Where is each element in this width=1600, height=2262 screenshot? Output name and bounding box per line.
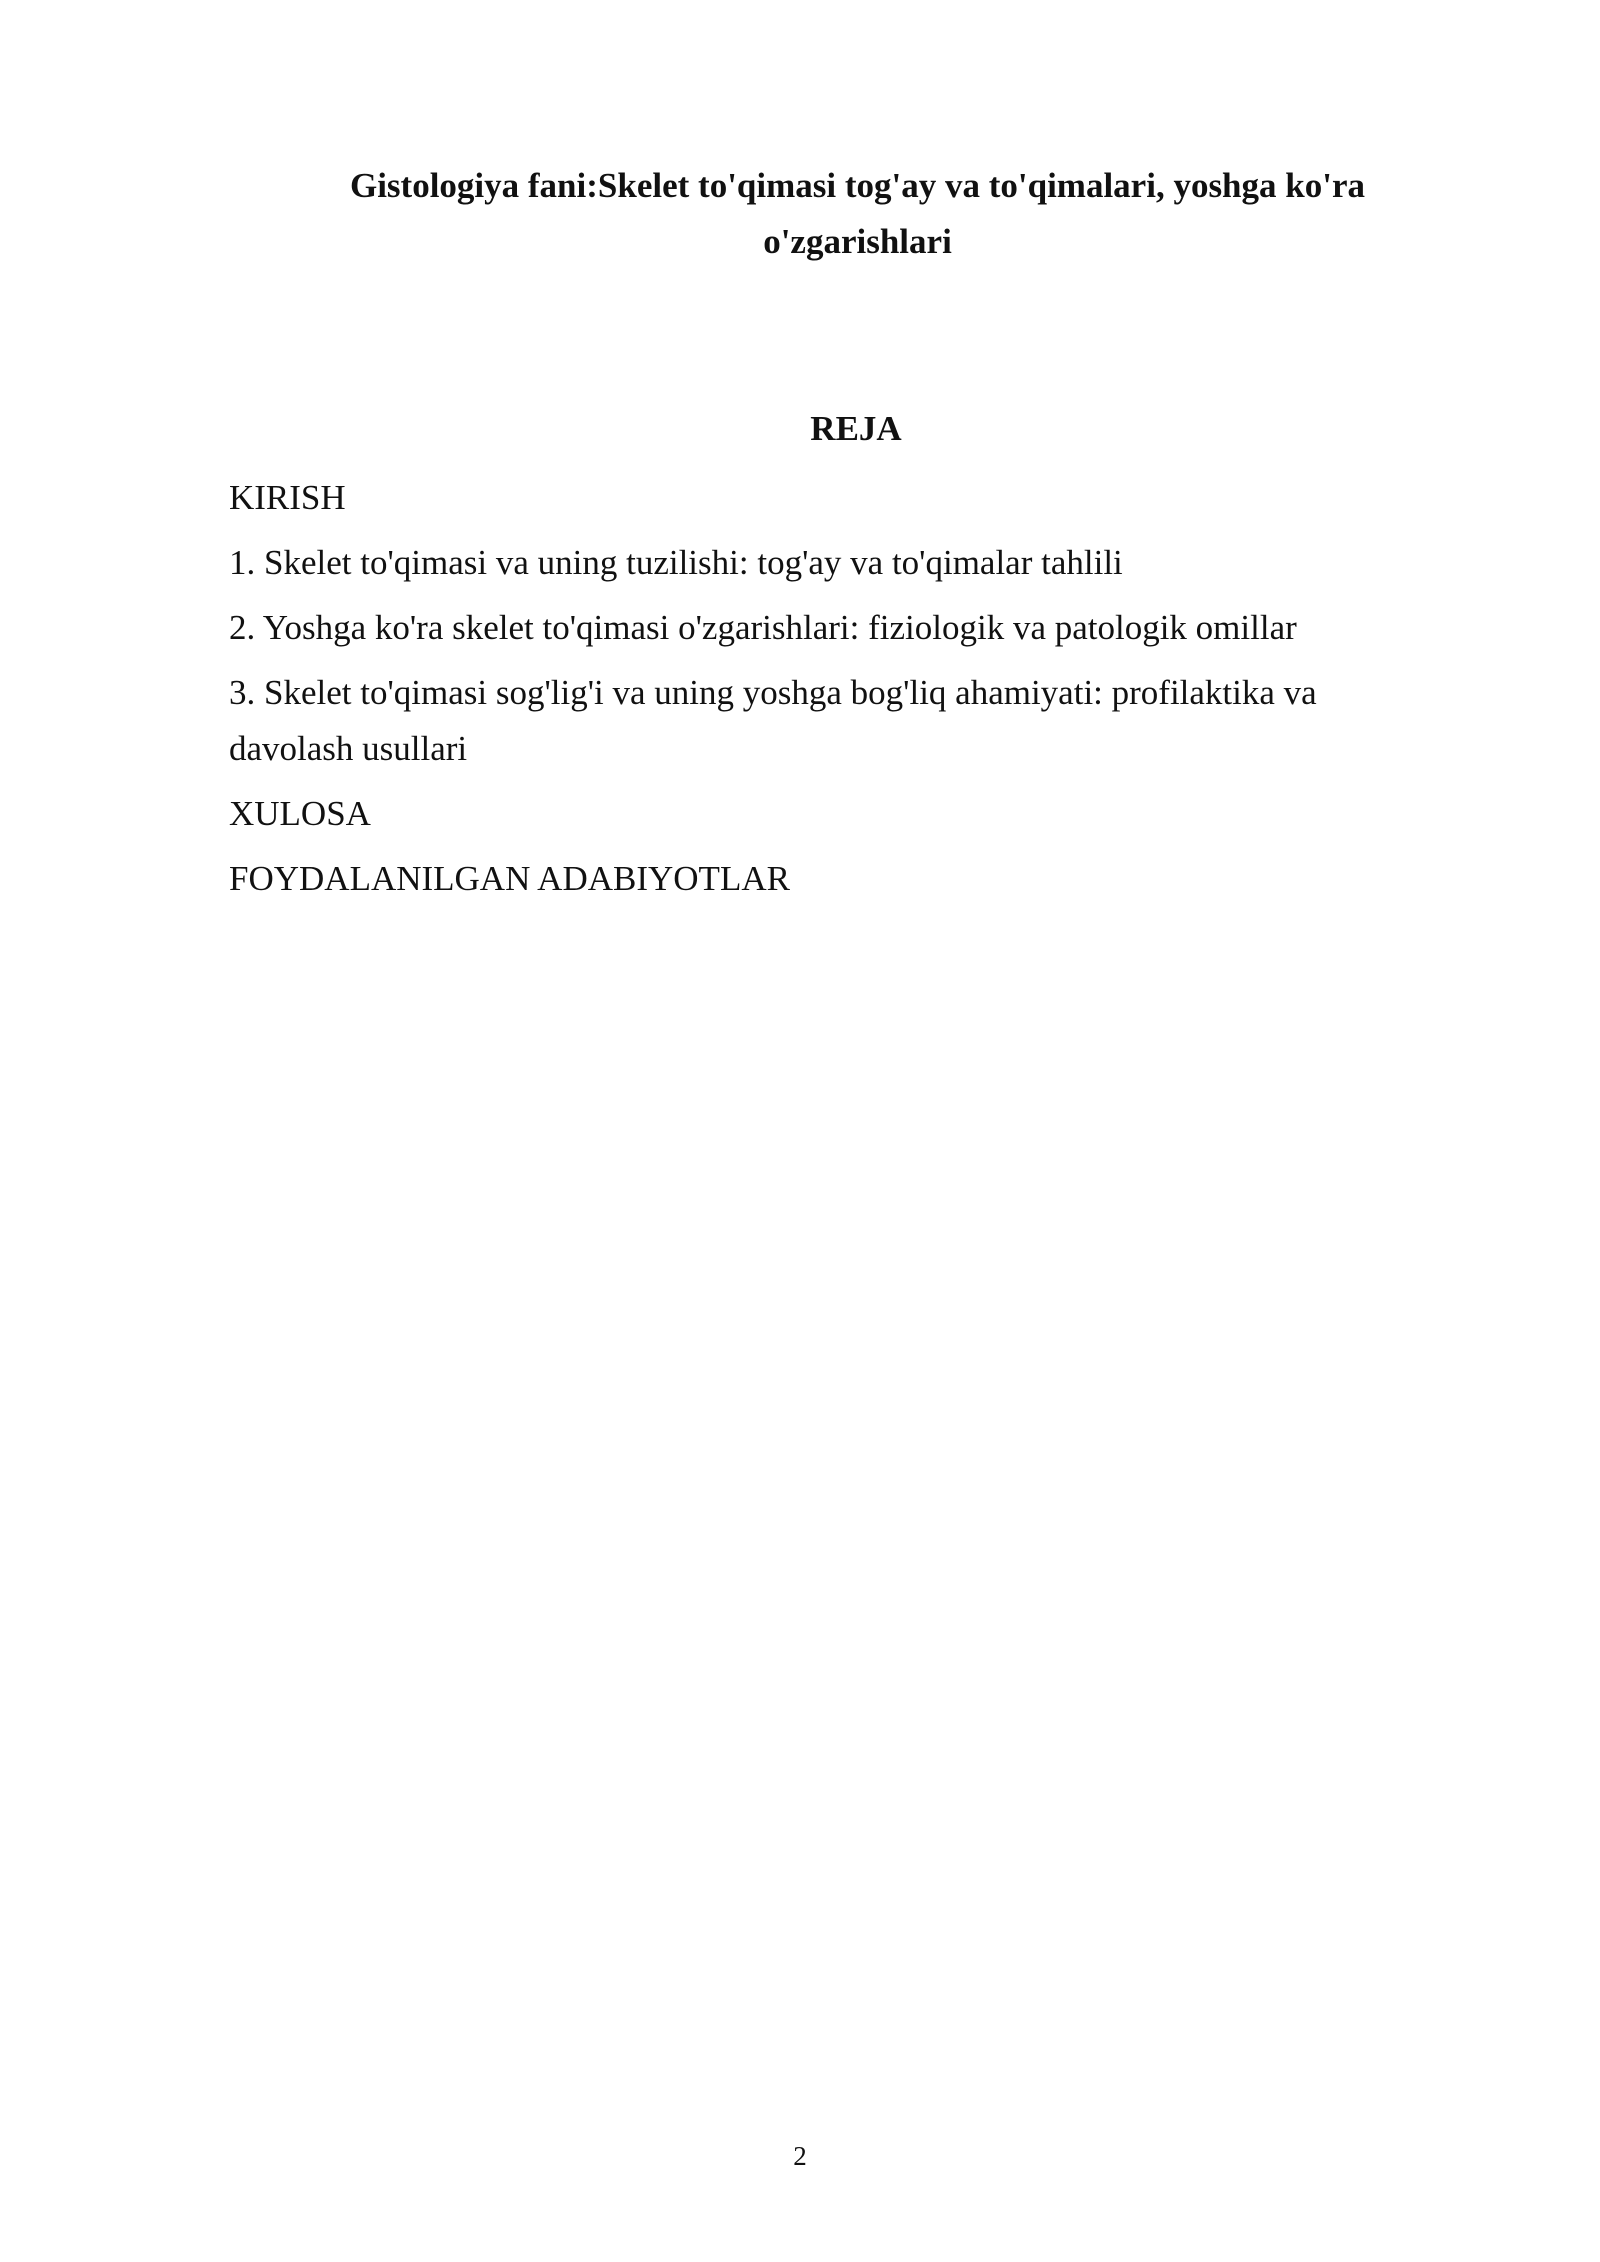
plan-item-conclusion: XULOSA: [229, 794, 371, 833]
plan-item-1: 1. Skelet to'qimasi va uning tuzilishi: tog'ay va to'qimalar tahlili: [229, 543, 1123, 582]
plan-item-3: 3. Skelet to'qimasi sog'lig'i va uning yoshga bog'liq ahamiyati: profilaktika va davolash usullari: [229, 673, 1317, 768]
document-title: Gistologiya fani:Skelet to'qimasi tog'ay va to'qimalari, yoshga ko'ra o'zgarishlari: [349, 166, 1366, 261]
plan-list: [229, 470, 1409, 916]
plan-item-references: FOYDALANILGAN ADABIYOTLAR: [229, 859, 790, 898]
plan-item-2: 2. Yoshga ko'ra skelet to'qimasi o'zgarishlari: fiziologik va patologik omillar: [229, 608, 1297, 647]
page-number: 2: [793, 2141, 807, 2171]
plan-item-introduction: KIRISH: [229, 478, 346, 517]
plan-heading: REJA: [810, 409, 902, 448]
